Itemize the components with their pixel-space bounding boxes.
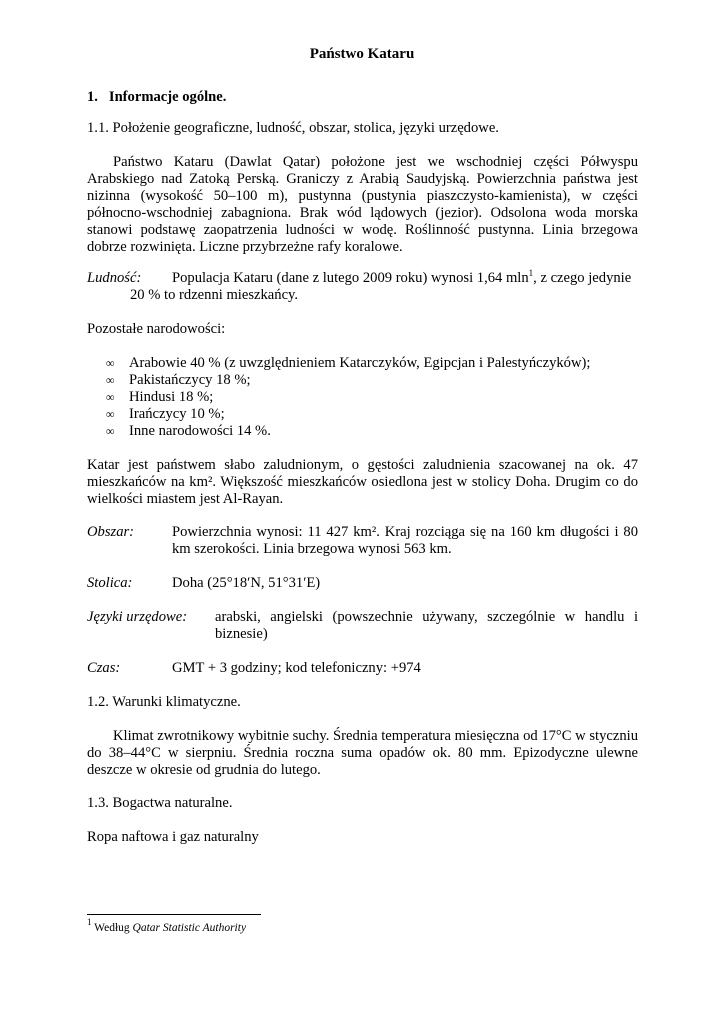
footnote-number: 1: [87, 917, 92, 927]
population-text-a: Populacja Kataru (dane z lutego 2009 roku) wynosi 1,64 mln: [172, 270, 529, 286]
infinity-icon: ∞: [106, 356, 115, 370]
capital-label: Stolica:: [87, 575, 133, 591]
resources-text: Ropa naftowa i gaz naturalny: [87, 829, 259, 845]
infinity-icon: ∞: [106, 390, 115, 404]
list-item-text: Irańczycy 10 %;: [129, 406, 225, 422]
infinity-icon: ∞: [106, 373, 115, 387]
languages-label: Języki urzędowe:: [87, 609, 188, 625]
population-text: [172, 270, 631, 287]
population-text-b: , z czego jedynie: [533, 270, 632, 286]
list-item-text: Inne narodowości 14 %.: [129, 423, 271, 439]
intro-paragraph: Państwo Kataru (Dawlat Qatar) położone jest we wschodniej części Półwyspu Arabskiego nad Zatoką Perską. Graniczy z Arabią Saudyjską. Powierzchnia państwa jest nizinna (wysokość 50–100 m), pustynna (pustynia piaszczysto-kamienista), w części północno-wschodniej zabagniona. Brak wód lądowych (jezior). Odsolona woda morska stanowi podstawę zaopatrzenia ludności w wodę. Roślinność pustynna. Linia brzegowa dobrze rozwinięta. Liczne przybrzeżne rafy koralowe.: [87, 154, 638, 255]
infinity-icon: ∞: [106, 424, 115, 438]
subsection-1-2-heading: 1.2. Warunki klimatyczne.: [87, 694, 241, 710]
footnote: [87, 917, 247, 935]
footnote-separator: [87, 914, 261, 915]
section-heading: 1. Informacje ogólne.: [87, 89, 227, 105]
footnote-prefix: Według: [94, 922, 130, 934]
subsection-1-1-heading: 1.1. Położenie geograficzne, ludność, obszar, stolica, języki urzędowe.: [87, 120, 499, 136]
list-item-text: Pakistańczycy 18 %;: [129, 372, 251, 388]
population-label: Ludność:: [87, 270, 142, 286]
climate-paragraph: Klimat zwrotnikowy wybitnie suchy. Średnia temperatura miesięczna od 17°C w styczniu do 38–44°C w sierpniu. Średnia roczna suma opadów ok. 80 mm. Epizodyczne ulewne deszcze w okresie od grudnia do lutego.: [87, 728, 638, 778]
list-item-text: Arabowie 40 % (z uwzględnieniem Katarczyków, Egipcjan i Palestyńczyków);: [129, 355, 591, 371]
footnote-source: Qatar Statistic Authority: [132, 922, 247, 934]
capital-text: Doha (25°18′N, 51°31′E): [172, 575, 321, 591]
area-text: Powierzchnia wynosi: 11 427 km². Kraj rozciąga się na 160 km długości i 80 km szerokości. Linia brzegowa wynosi 563 km.: [172, 524, 638, 557]
subsection-1-3-heading: 1.3. Bogactwa naturalne.: [87, 795, 233, 811]
nationalities-heading: Pozostałe narodowości:: [87, 321, 226, 337]
area-label: Obszar:: [87, 524, 135, 540]
infinity-icon: ∞: [106, 407, 115, 421]
footnote-ref: 1: [528, 268, 534, 278]
time-label: Czas:: [87, 660, 121, 676]
time-text: GMT + 3 godziny; kod telefoniczny: +974: [172, 660, 421, 676]
languages-text: arabski, angielski (powszechnie używany, szczególnie w handlu i biznesie): [215, 609, 638, 642]
population-text-c: 20 % to rdzenni mieszkańcy.: [130, 287, 299, 303]
page-title: Państwo Kataru: [309, 46, 415, 62]
list-item-text: Hindusi 18 %;: [129, 389, 214, 405]
density-paragraph: Katar jest państwem słabo zaludnionym, o gęstości zaludnienia szacowanej na ok. 47 mieszkańców na km². Większość mieszkańców osiedlona jest w stolicy Doha. Drugim co do wielkości miastem jest Al-Rayan.: [87, 457, 638, 507]
